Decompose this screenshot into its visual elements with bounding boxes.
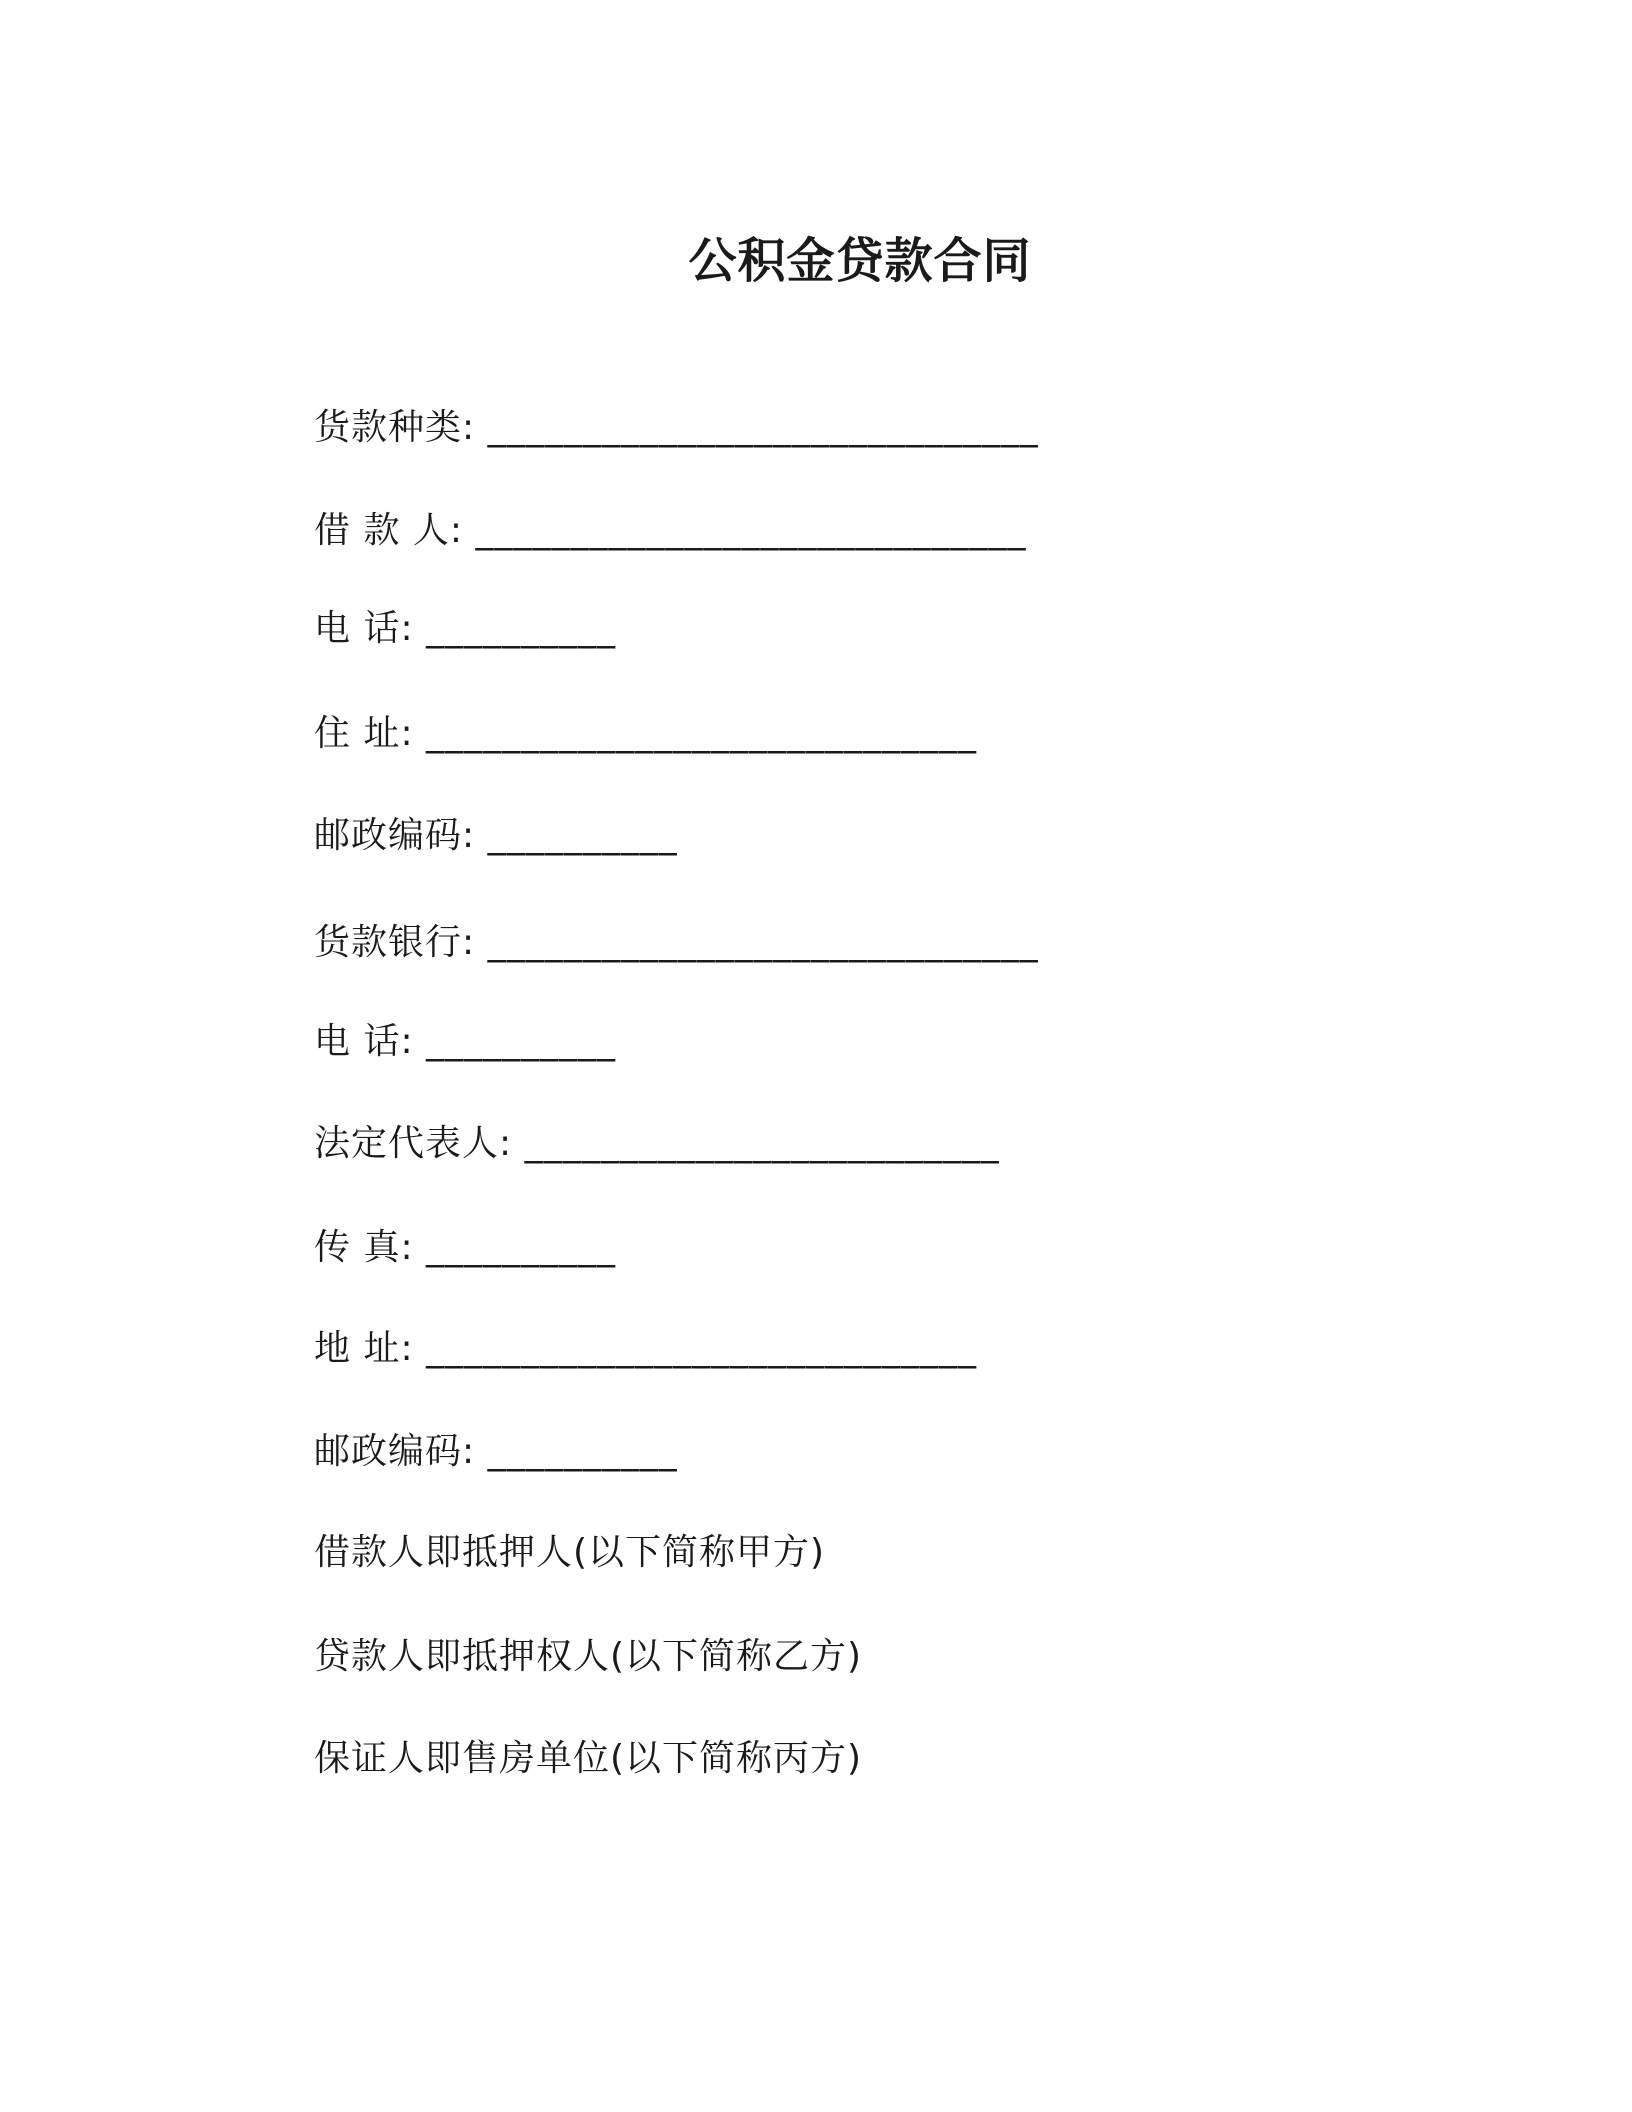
- field-address-bank: [314, 1325, 977, 1373]
- party-b-line: 贷款人即抵押权人(以下简称乙方): [314, 1636, 863, 1677]
- field-label: 货款银行:: [314, 922, 476, 963]
- field-postcode-bank: [314, 1428, 678, 1476]
- field-label: 传 真:: [314, 1227, 414, 1268]
- field-blank: __________: [426, 1021, 617, 1062]
- field-legal-representative: [314, 1120, 1000, 1168]
- field-blank: _____________________________: [475, 510, 1027, 551]
- party-c-line: 保证人即售房单位(以下简称丙方): [314, 1738, 863, 1779]
- field-label: 地 址:: [314, 1328, 414, 1369]
- field-blank: _____________________________: [426, 1328, 978, 1369]
- field-blank: __________: [426, 608, 617, 649]
- field-phone-bank: [314, 1018, 616, 1066]
- field-phone-borrower: [314, 605, 616, 653]
- document-title: 公积金贷款合同: [688, 233, 1032, 289]
- field-borrower: [314, 507, 1026, 555]
- field-blank: _____________________________: [487, 922, 1039, 963]
- field-blank: __________: [426, 1227, 617, 1268]
- field-label: 货款种类:: [314, 407, 476, 448]
- field-blank: _____________________________: [487, 407, 1039, 448]
- field-loan-type: [314, 404, 1039, 452]
- field-label: 邮政编码:: [314, 1431, 476, 1472]
- field-postcode-borrower: [314, 812, 678, 860]
- field-fax: [314, 1224, 616, 1272]
- field-label: 电 话:: [314, 608, 414, 649]
- field-label: 电 话:: [314, 1021, 414, 1062]
- field-blank: __________: [487, 1431, 678, 1472]
- field-blank: _____________________________: [426, 713, 978, 754]
- party-a-line: 借款人即抵押人(以下简称甲方): [314, 1532, 826, 1573]
- field-label: 借 款 人:: [314, 510, 464, 551]
- field-label: 邮政编码:: [314, 815, 476, 856]
- field-label: 法定代表人:: [314, 1123, 513, 1164]
- field-label: 住 址:: [314, 713, 414, 754]
- field-blank: _________________________: [524, 1123, 1000, 1164]
- field-address-borrower: [314, 710, 977, 758]
- field-lending-bank: [314, 919, 1039, 967]
- field-blank: __________: [487, 815, 678, 856]
